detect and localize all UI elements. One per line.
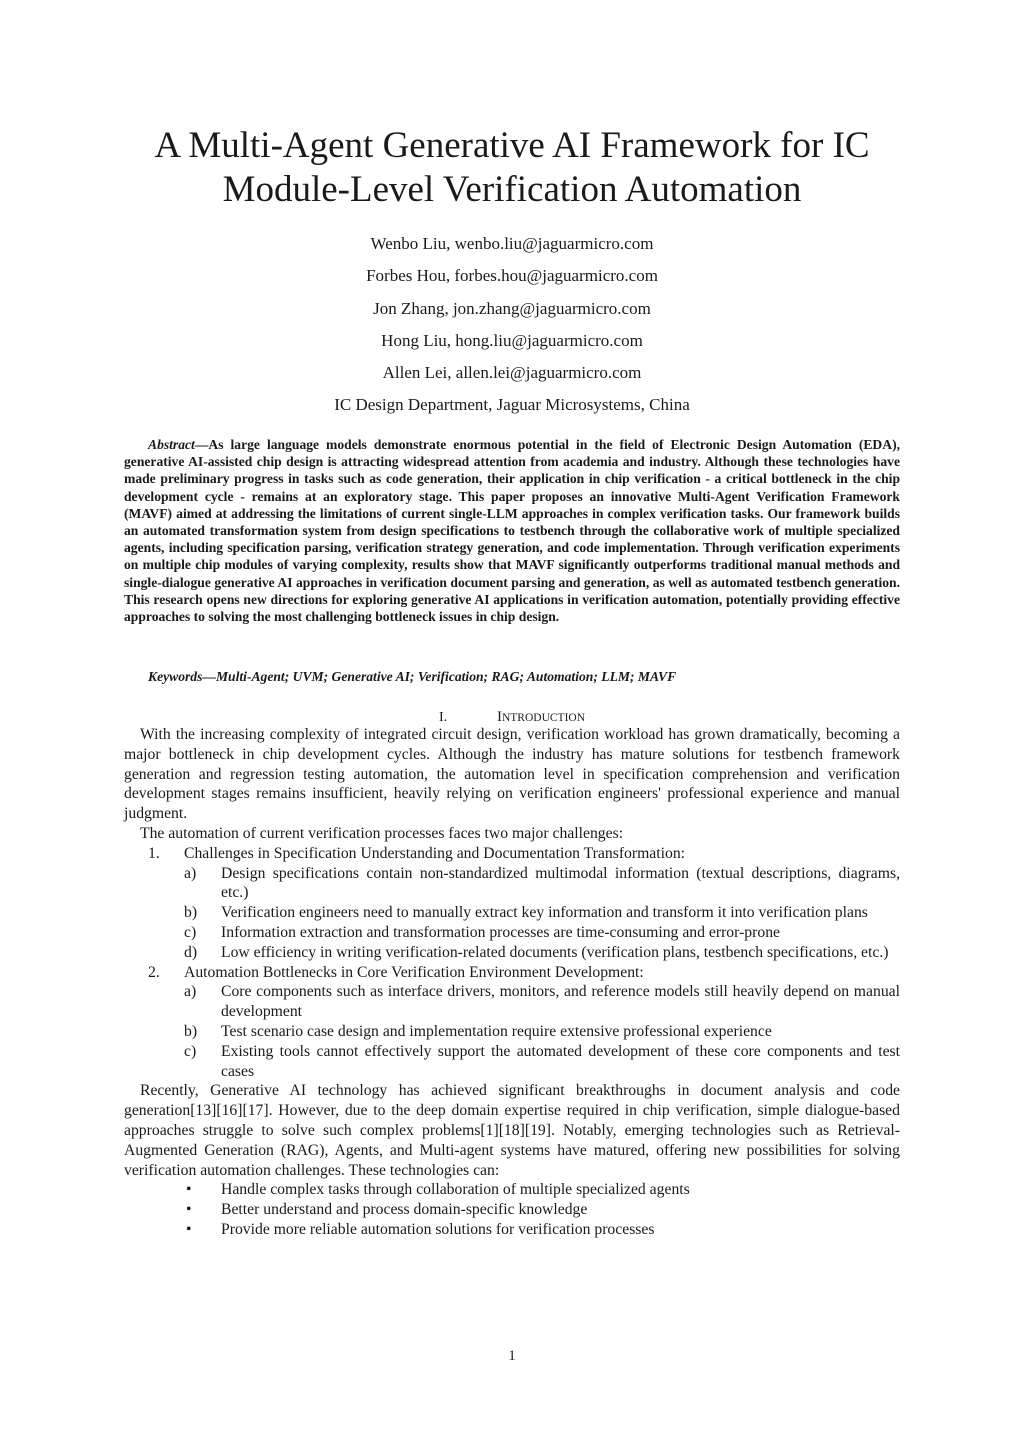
intro-paragraph-2: The automation of current verification processes faces two major challenges: [140, 824, 624, 842]
bullet-marker: • [186, 1201, 192, 1219]
keywords-dash: — [202, 669, 216, 684]
page-number: 1 [508, 1348, 516, 1364]
list-marker: 2. [148, 963, 160, 981]
author-line: Allen Lei, allen.lei@jaguarmicro.com [382, 363, 642, 383]
bullet-marker: • [186, 1181, 192, 1199]
list-marker: b) [184, 1022, 198, 1040]
keywords-text: Multi-Agent; UVM; Generative AI; Verification; RAG; Automation; LLM; MAVF [215, 669, 677, 684]
keywords [124, 668, 900, 685]
list-marker: a) [184, 983, 197, 1001]
list-item-text: Design specifications contain non-standardized multimodal information (textual descriptions, diagrams, etc.) [221, 864, 900, 902]
list-item-text: Test scenario case design and implementation require extensive professional experience [221, 1022, 772, 1040]
list-marker: a) [184, 864, 197, 882]
list-item-text: Information extraction and transformation processes are time-consuming and error-prone [221, 923, 781, 941]
list-item [124, 1220, 900, 1240]
keywords-label: Keywords [148, 669, 203, 684]
list-item-text: Handle complex tasks through collaboration of multiple specialized agents [221, 1181, 690, 1199]
list-item [124, 864, 900, 904]
list-item [124, 903, 900, 923]
section-title-initial: I [496, 709, 502, 725]
author-line: Hong Liu, hong.liu@jaguarmicro.com [381, 330, 643, 350]
challenge-list [124, 844, 900, 1082]
title-line-2: Module-Level Verification Automation [222, 169, 802, 210]
list-item [124, 963, 900, 1082]
author-line: Jon Zhang, jon.zhang@jaguarmicro.com [373, 298, 651, 318]
list-item-text: Provide more reliable automation solutions for verification processes [221, 1220, 655, 1238]
author-line: Wenbo Liu, wenbo.liu@jaguarmicro.com [370, 234, 654, 253]
abstract-label: Abstract [148, 437, 195, 452]
bullet-marker: • [186, 1220, 192, 1238]
intro-paragraph-3: Recently, Generative AI technology has achieved significant breakthroughs in document analysis and code generation[13][16][17]. However, due to the deep domain expertise required in chip verification, simple dialogue-based approaches struggle to solve such complex problems[1][18][19]. Notably, emerging technologies such as Retrieval-Augmented Generation (RAG), Agents, and Multi-agent systems have matured, offering new possibilities for solving verification automation challenges. These technologies can: [124, 1082, 900, 1179]
list-marker: c) [184, 1042, 197, 1060]
list-marker: 1. [148, 844, 160, 862]
abstract [124, 436, 900, 625]
section-number: I. [438, 710, 448, 725]
list-item [124, 1180, 900, 1200]
list-marker: b) [184, 904, 198, 922]
list-item [124, 982, 900, 1022]
introduction-body [124, 725, 900, 1240]
list-item-text: Verification engineers need to manually extract key information and transform it into verification plans [221, 904, 868, 922]
list-item [124, 844, 900, 963]
title-line-1: A Multi-Agent Generative AI Framework for IC [154, 125, 870, 166]
bullet-list [124, 1180, 900, 1239]
list-marker: d) [184, 943, 198, 961]
paper-title [100, 124, 924, 212]
abstract-dash: — [194, 437, 209, 452]
intro-paragraph-1: With the increasing complexity of integrated circuit design, verification workload has grown dramatically, becoming a major bottleneck in chip development cycles. Although the industry has mature solutions for testbench framework generation and regression testing automation, the automation level in specification comprehension and verification development stages remains insufficient, heavily relying on verification engineers' professional experience and manual judgment. [124, 726, 900, 823]
list-item-text: Better understand and process domain-specific knowledge [221, 1201, 588, 1219]
list-item [124, 1042, 900, 1082]
list-item [124, 923, 900, 943]
section-title-rest: NTRODUCTION [501, 712, 586, 724]
list-item [124, 1022, 900, 1042]
list-item [124, 1200, 900, 1220]
list-marker: c) [184, 923, 197, 941]
sub-list [184, 982, 900, 1081]
author-block [200, 231, 824, 425]
list-item [124, 943, 900, 963]
list-item-text: Core components such as interface drivers, monitors, and reference models still heavily depend on manual development [221, 983, 900, 1021]
challenge-text: Challenges in Specification Understanding and Documentation Transformation: [184, 844, 686, 862]
affiliation: IC Design Department, Jaguar Microsystems, China [334, 395, 690, 415]
sub-list [184, 864, 900, 963]
challenge-text: Automation Bottlenecks in Core Verification Environment Development: [184, 963, 644, 981]
abstract-text: As large language models demonstrate enormous potential in the field of Electronic Design Automation (EDA), generative AI-assisted chip design is attracting widespread attention from academia and industry. Although these technologies have made preliminary progress in tasks such as code generation, their application in chip verification - a critical bottleneck in the chip development cycle - remains at an exploratory stage. This paper proposes an innovative Multi-Agent Verification Framework (MAVF) aimed at addressing the limitations of current single-LLM approaches in complex verification tasks. Our framework builds an automated transformation system from design specifications to testbench through the collaborative work of multiple specialized agents, including specification parsing, verification strategy generation, and code implementation. Through verification experiments on multiple chip modules of varying complexity, results show that MAVF significantly outperforms traditional manual methods and single-dialogue generative AI approaches in verification document parsing and generation, as well as automated testbench generation. This research opens new directions for exploring generative AI applications in verification automation, potentially providing effective approaches to solving the most challenging bottleneck issues in chip design. [124, 437, 900, 625]
list-item-text: Low efficiency in writing verification-related documents (verification plans, testbench specifications, etc.) [221, 943, 889, 961]
list-item-text: Existing tools cannot effectively support the automated development of these core components and test cases [221, 1042, 900, 1080]
author-line: Forbes Hou, forbes.hou@jaguarmicro.com [366, 266, 658, 286]
